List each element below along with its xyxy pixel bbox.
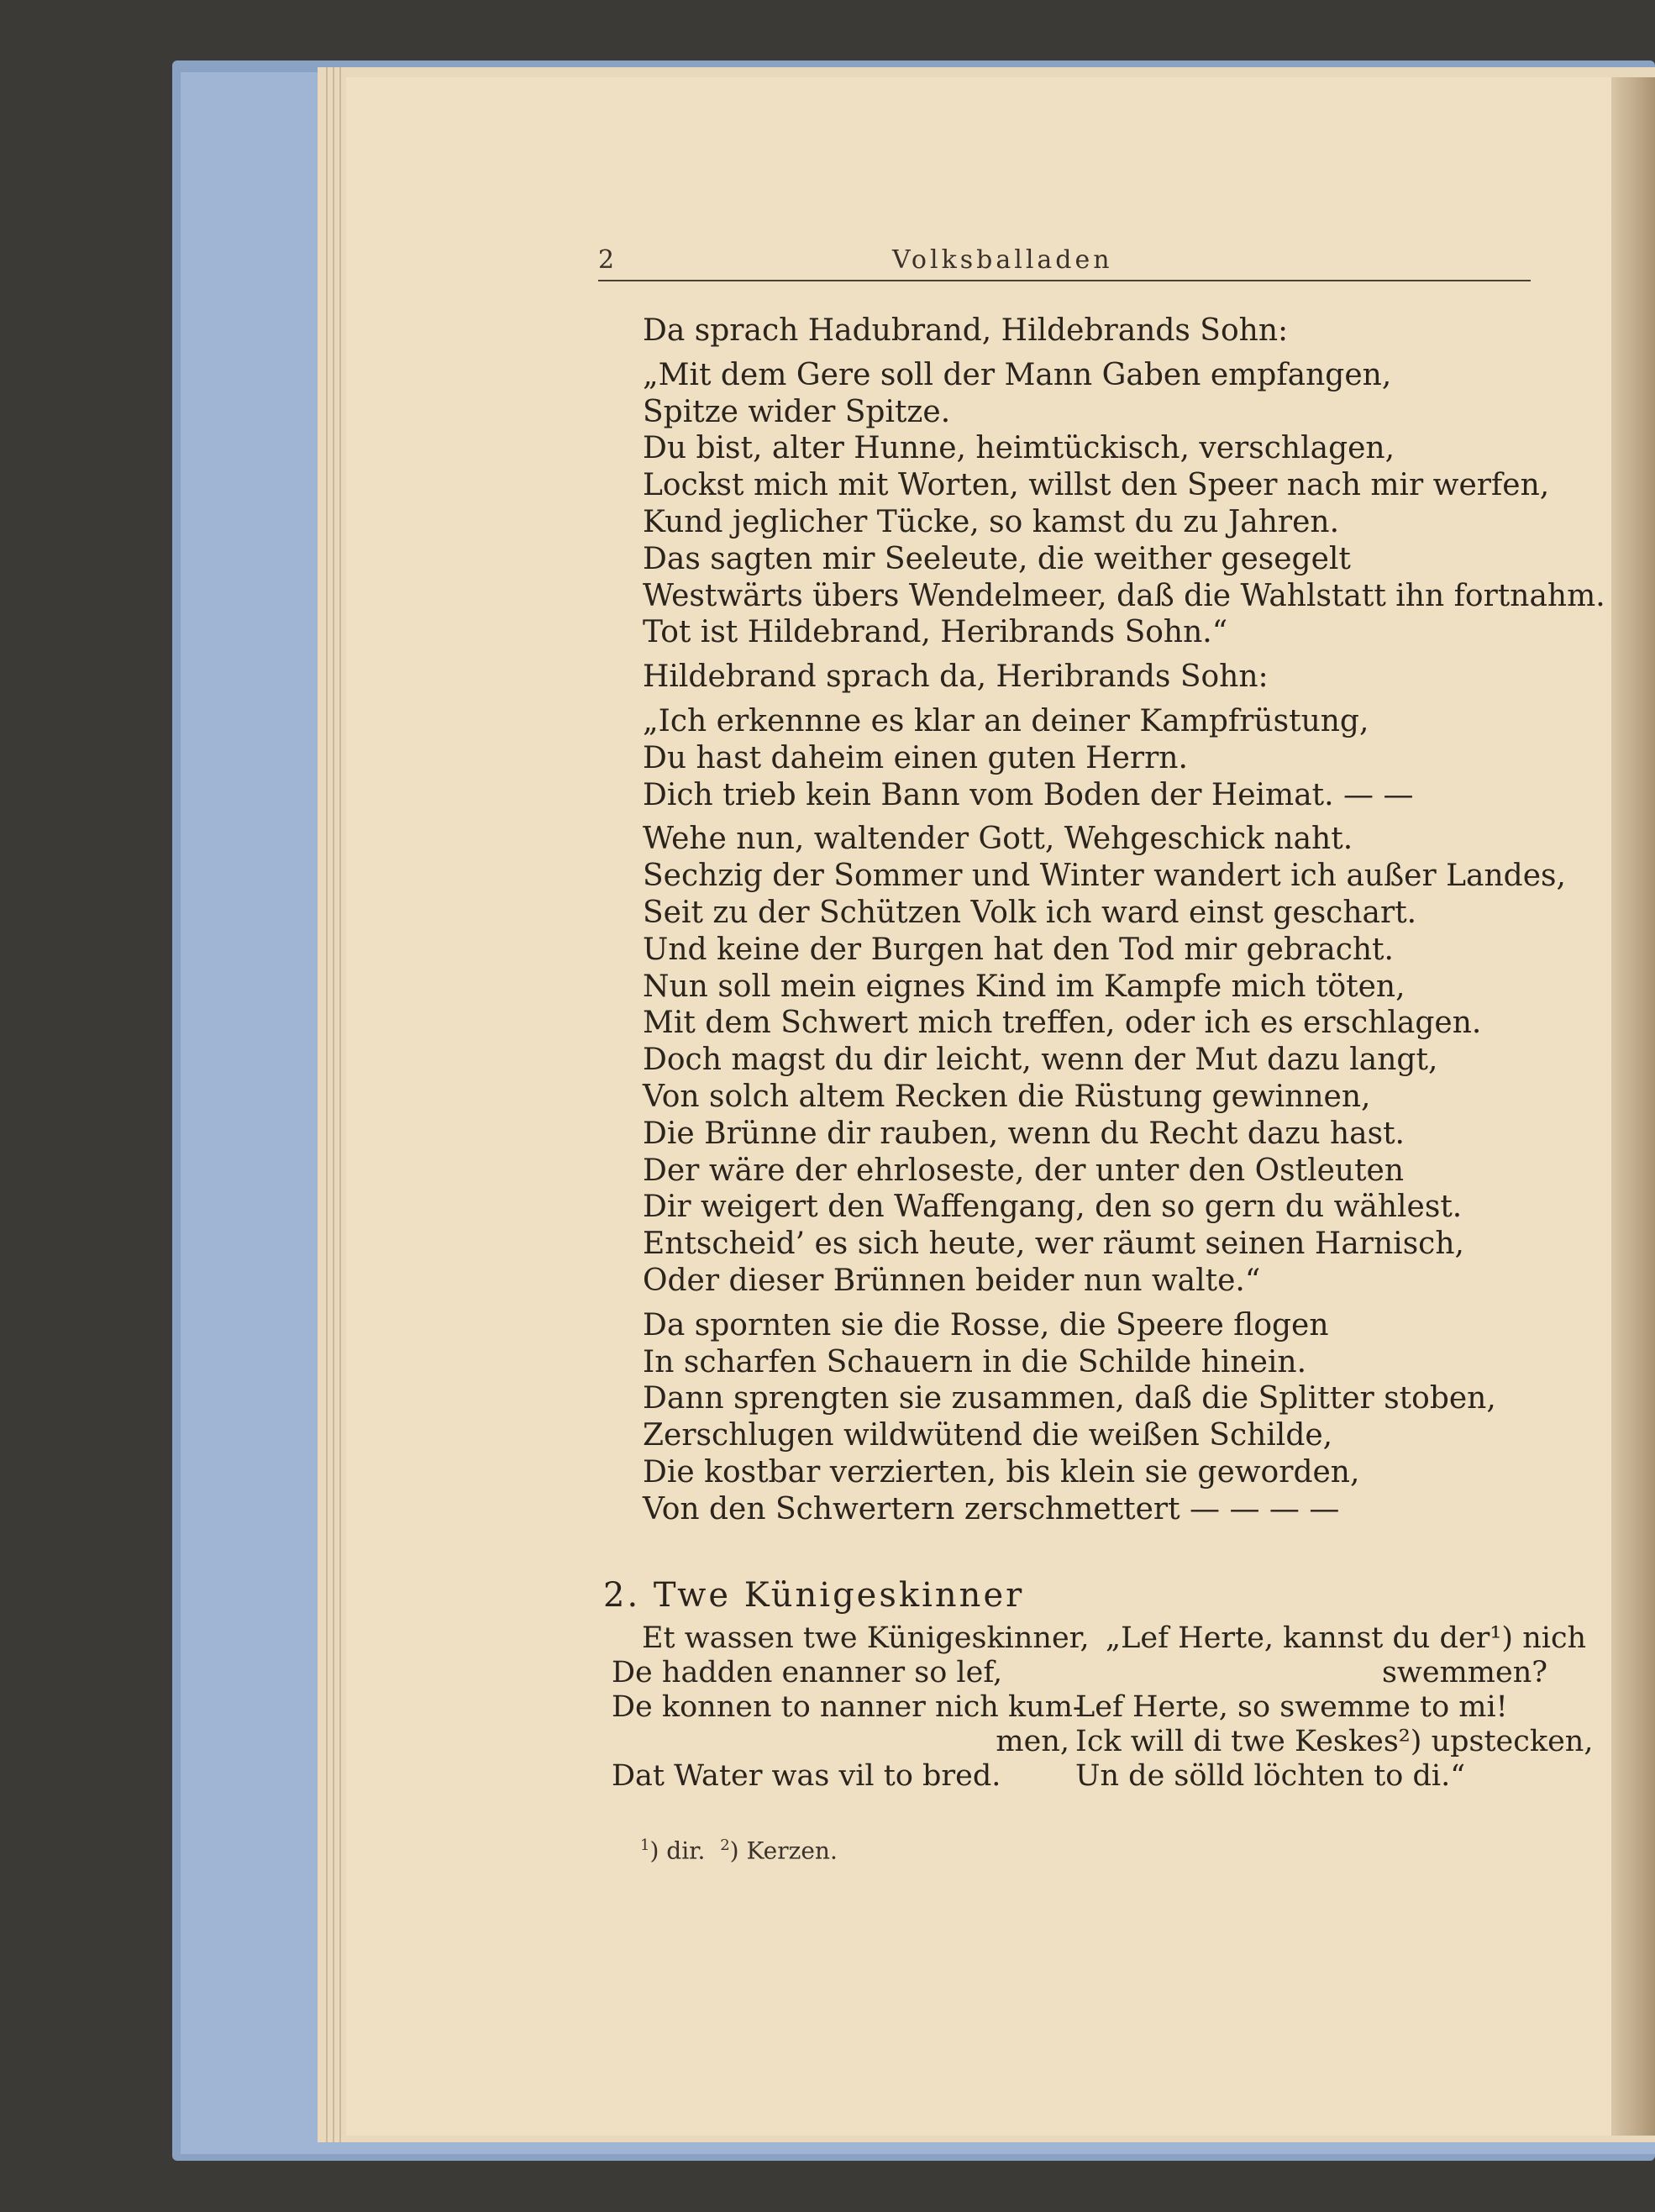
page-edge-line [333, 67, 334, 2142]
running-title: Volksballaden [892, 245, 1113, 275]
page-edge-line [339, 67, 341, 2142]
ballad-2-heading: 2. Twe Künigeskinner [603, 1576, 1025, 1615]
verse-line: Ick will di twe Keskes²) upstecken, [1075, 1725, 1594, 1758]
verse-line: In scharfen Schauern in die Schilde hinein. [643, 1344, 1307, 1379]
footnote-1-text: ) dir. [649, 1836, 706, 1865]
footnotes [640, 1836, 838, 1864]
verse-line: Lockst mich mit Worten, willst den Speer nach mir werfen, [643, 468, 1550, 503]
verse-line: Mit dem Schwert mich treffen, oder ich es erschlagen. [643, 1006, 1482, 1041]
verse-line: Und keine der Burgen hat den Tod mir gebracht. [643, 932, 1394, 967]
ballad-2-right-column [1075, 1621, 1594, 1794]
verse-line: Westwärts übers Wendelmeer, daß die Wahlstatt ihn fortnahm. [643, 578, 1605, 613]
verse-line: Dat Water was vil to bred. [612, 1759, 1001, 1793]
verse-line: Doch magst du dir leicht, wenn der Mut dazu langt, [643, 1043, 1438, 1078]
ballad-2-left-column [612, 1621, 1090, 1794]
verse-line: swemmen? [1381, 1656, 1547, 1689]
verse-line: Die kostbar verzierten, bis klein sie geworden, [643, 1454, 1360, 1490]
verse-line: „Lef Herte, kannst du der¹) nich [1106, 1621, 1587, 1655]
verse-line: Von den Schwertern zerschmettert — — — — [643, 1491, 1340, 1526]
verse-line: Dann sprengten sie zusammen, daß die Splitter stoben, [643, 1381, 1496, 1416]
verse-line: Die Brünne dir rauben, wenn du Recht dazu hast. [643, 1116, 1405, 1151]
header-rule [598, 280, 1531, 281]
verse-line: Da spornten sie die Rosse, die Speere flogen [643, 1307, 1329, 1342]
verse-line: Hildebrand sprach da, Heribrands Sohn: [643, 659, 1269, 695]
verse-line: Tot ist Hildebrand, Heribrands Sohn.“ [643, 615, 1228, 650]
book-gutter [1611, 77, 1655, 2136]
verse-line: „Ich erkennne es klar an deiner Kampfrüstung, [643, 703, 1369, 738]
verse-line: Da sprach Hadubrand, Hildebrands Sohn: [643, 313, 1289, 348]
verse-line: Seit zu der Schützen Volk ich ward einst geschart. [643, 895, 1417, 930]
verse-line: Dir weigert den Waffengang, den so gern du wählest. [643, 1190, 1463, 1225]
verse-line: Oder dieser Brünnen beider nun walte.“ [643, 1263, 1261, 1298]
verse-line: Kund jeglicher Tücke, so kamst du zu Jahren. [643, 504, 1340, 539]
page-edge-line [326, 67, 328, 2142]
verse-line: Du bist, alter Hunne, heimtückisch, verschlagen, [643, 431, 1395, 466]
verse-line: Sechzig der Sommer und Winter wandert ich außer Landes, [643, 859, 1566, 894]
verse-line: Un de sölld löchten to di.“ [1075, 1759, 1466, 1793]
footnote-2-mark: 2 [720, 1836, 730, 1854]
verse-line: Das sagten mir Seeleute, die weither gesegelt [643, 541, 1351, 576]
verse-line: Von solch altem Recken die Rüstung gewinnen, [643, 1079, 1371, 1114]
verse-line: De konnen to nanner nich kum- [612, 1690, 1083, 1724]
verse-line: Der wäre der ehrloseste, der unter den Ostleuten [643, 1153, 1405, 1188]
verse-line: Du hast daheim einen guten Herrn. [643, 740, 1188, 775]
verse-line: De hadden enanner so lef, [612, 1656, 1003, 1689]
verse-line: Nun soll mein eignes Kind im Kampfe mich töten, [643, 969, 1405, 1004]
verse-line: Wehe nun, waltender Gott, Wehgeschick naht. [643, 822, 1353, 857]
verse-line: Dich trieb kein Bann vom Boden der Heimat. — — [643, 777, 1414, 812]
footnote-1-mark: 1 [640, 1836, 650, 1854]
running-head [598, 245, 1531, 282]
page-number: 2 [598, 245, 615, 275]
verse-line: men, [996, 1725, 1069, 1758]
verse-line: Entscheid’ es sich heute, wer räumt seinen Harnisch, [643, 1227, 1464, 1262]
verse-line: Lef Herte, so swemme to mi! [1075, 1690, 1508, 1724]
footnote-2-text: ) Kerzen. [729, 1836, 838, 1865]
verse-line: Et wassen twe Künigeskinner, [642, 1621, 1090, 1655]
verse-line: „Mit dem Gere soll der Mann Gaben empfangen, [643, 357, 1392, 392]
ballad-1-text [643, 313, 1605, 1528]
verse-line: Zerschlugen wildwütend die weißen Schilde, [643, 1418, 1333, 1453]
verse-line: Spitze wider Spitze. [643, 394, 951, 429]
